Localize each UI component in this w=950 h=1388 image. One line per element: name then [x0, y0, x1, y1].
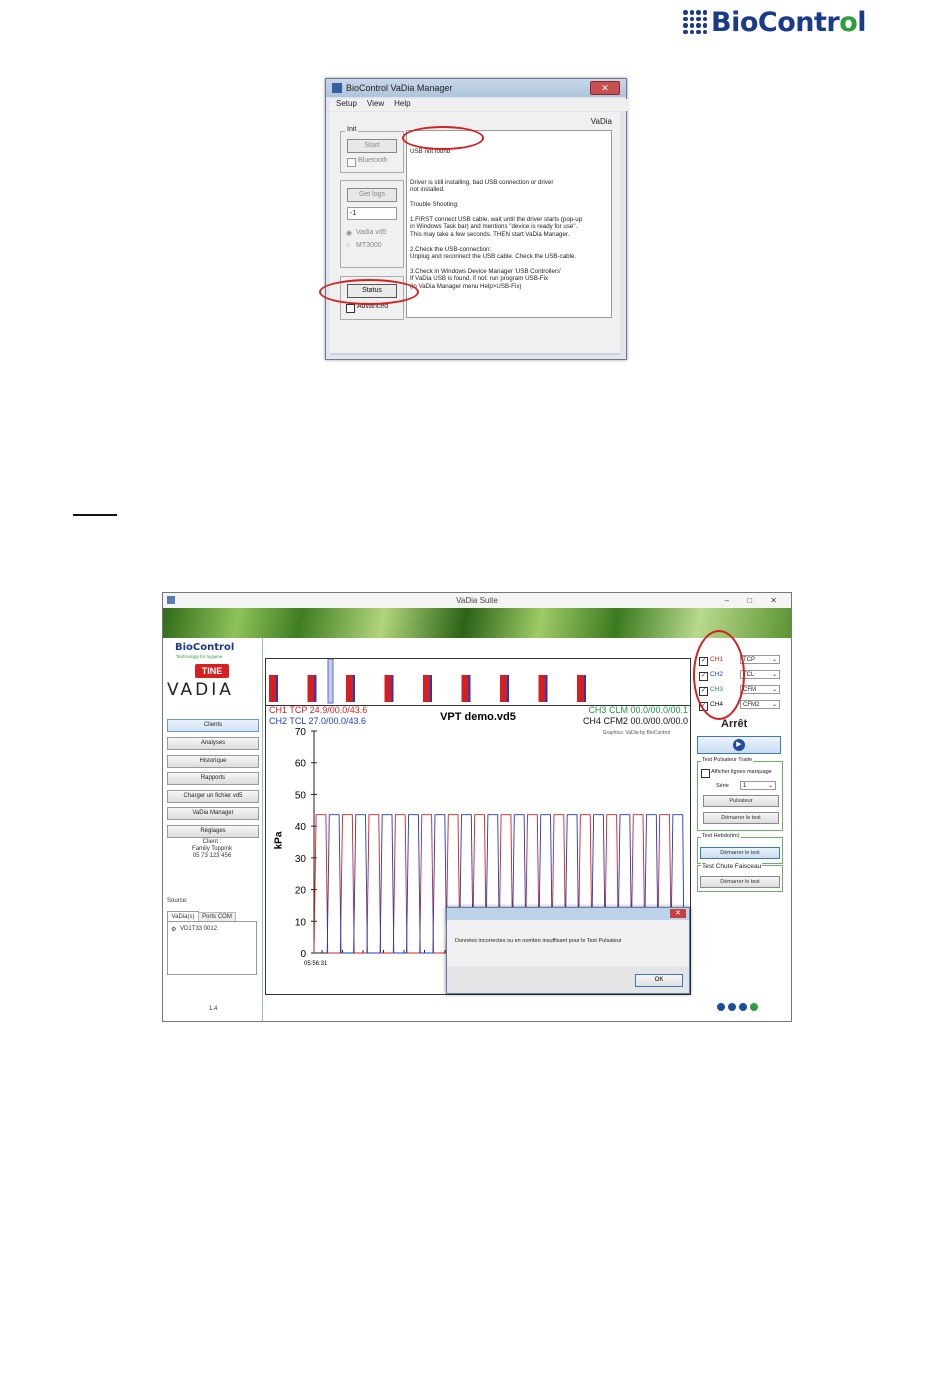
play-icon: ▶: [733, 739, 745, 751]
y-tick-label: 60: [294, 758, 306, 770]
y-tick-label: 50: [294, 790, 306, 802]
chart-credit: Graphics: VaDia by BioControl: [602, 730, 670, 736]
overview-cursor: [328, 659, 333, 703]
advanced-label: Advanced: [357, 303, 389, 310]
dialog-message: Données incorrectes ou en nombre insuffisant pour le Test Pulsateur: [455, 938, 622, 944]
pulsator-group: [697, 757, 783, 831]
index-field[interactable]: -1: [347, 207, 397, 220]
pulsator-group-label: Test Pulsateur Traite: [702, 757, 753, 763]
ch1-readout: CH1 TCP 24.9/00.0/43.6: [269, 705, 368, 715]
logs-group: [340, 180, 404, 268]
status-dot-1: [717, 1003, 725, 1011]
biocontrol-logo: [683, 6, 866, 38]
channel-checkbox-3[interactable]: ✓: [700, 688, 707, 694]
chute-start-button[interactable]: Démarrer le test: [700, 876, 780, 888]
sidebar-item-reglages[interactable]: Réglages: [167, 825, 259, 838]
overview-pulse: [539, 675, 547, 702]
y-tick-label: 20: [294, 885, 306, 897]
manager-titlebar: [326, 79, 626, 97]
manager-menubar: [330, 99, 628, 111]
overview-pulse-ch2: [353, 675, 355, 702]
y-axis-label: kPa: [273, 831, 285, 850]
client-info: [163, 839, 261, 860]
x-tick-label: 05:56:31: [304, 961, 328, 967]
overview-pulse-ch2: [315, 675, 317, 702]
logo-text: BioControl: [711, 6, 867, 38]
overview-pulse: [500, 675, 508, 702]
overview-pulse-ch2: [507, 675, 509, 702]
app-icon: [332, 83, 342, 93]
channel-select-4[interactable]: CFM2 ⌄: [740, 700, 780, 709]
brand-label: VaDia: [590, 117, 612, 126]
suite-sidebar: [163, 638, 261, 1021]
bluetooth-label: Bluetooth: [358, 157, 388, 164]
highlight-ring-usb: [402, 126, 484, 150]
device-list: [167, 921, 257, 975]
sidebar-item-historique[interactable]: Historique: [167, 755, 259, 768]
client-label: Client :: [202, 839, 222, 845]
pulsator-start-button[interactable]: Démarrer le test: [703, 812, 779, 824]
channel-label-2: CH2: [710, 671, 724, 678]
serie-label: Série: [716, 783, 729, 789]
overview-pulse: [269, 675, 277, 702]
vadia-logo: VADIA: [167, 680, 234, 700]
y-tick-label: 40: [294, 822, 306, 834]
client-name: Family Toppink: [192, 846, 232, 852]
overview-pulse-ch2: [430, 675, 432, 702]
ch2-readout: CH2 TCL 27.0/00.0/43.6: [269, 716, 367, 726]
sidebar-tagline: Technology for hygiene: [176, 654, 223, 659]
overview-pulse-ch2: [392, 675, 394, 702]
menu-view[interactable]: View: [366, 99, 385, 108]
bluetooth-checkbox[interactable]: [347, 158, 356, 167]
manager-title: BioControl VaDia Manager: [346, 83, 453, 93]
advanced-checkbox[interactable]: [346, 304, 355, 313]
channel-label-4: CH4: [710, 701, 724, 708]
radio-mt-label: MT3000: [356, 242, 382, 249]
menu-setup[interactable]: Setup: [336, 99, 357, 108]
dialog-close-button[interactable]: ✕: [670, 909, 686, 918]
channel-label-3: CH3: [710, 686, 724, 693]
device-icon: ⚙: [171, 927, 177, 933]
source-label: Source:: [167, 898, 188, 904]
channel-select-3[interactable]: CFM ⌄: [740, 685, 780, 694]
overview-pulse: [577, 675, 585, 702]
version-label: 1.4: [209, 1006, 218, 1012]
message-title: USB not found: [410, 147, 451, 155]
status-dot-4: [750, 1003, 758, 1011]
message-body: Driver is still installing, bad USB connection or driver not installed. Trouble Shooting: 1.FIRST connect USB cable, wait until the driver starts (pop-up in Windows Task bar) and mentions "device is ready for use". This may take a few seconds. THEN start VaDia Manager. 2.Check the USB-connection: Unplug and reconnect the USB cable. Check the USB-cable. 3.Check in Windows Device Manager 'USB Controllers' If VaDia USB is found, if not: run program USB-Fix (in VaDia Manager menu Help>USB-Fix): [410, 179, 583, 290]
channel-checkbox-1[interactable]: ✓: [700, 658, 707, 664]
tine-logo: TINE: [195, 664, 229, 678]
status-button[interactable]: Status: [347, 284, 397, 298]
highlight-ring-channels: [693, 630, 745, 720]
device-item[interactable]: VD1T33 0012: [180, 926, 218, 932]
start-button[interactable]: Start: [347, 139, 397, 153]
vadia-manager-window: [325, 78, 627, 360]
app-icon: [167, 596, 175, 604]
tab-vadias[interactable]: VaDia(s): [167, 911, 199, 922]
state-label: Arrêt: [721, 718, 748, 730]
suite-title: VaDia Suite: [456, 596, 498, 605]
radio-vd5-icon[interactable]: ◉: [346, 230, 353, 237]
hebdo-group: [697, 833, 783, 864]
close-button[interactable]: ✕: [590, 81, 620, 95]
chute-group-label: Test Chute Faisceau: [702, 863, 762, 870]
document-underline: [73, 514, 117, 516]
menu-help[interactable]: Help: [394, 99, 411, 108]
overview-pulse-ch2: [546, 675, 548, 702]
serie-select[interactable]: 1 ⌄: [740, 781, 776, 790]
chart-panel: [265, 658, 691, 995]
overview-pulse-ch2: [469, 675, 471, 702]
window-controls[interactable]: – □ ✕: [724, 596, 785, 605]
manager-client-area: [330, 112, 620, 354]
overview-pulse: [385, 675, 393, 702]
init-group-label: Init: [347, 126, 357, 133]
leaf-banner: [163, 608, 791, 638]
status-message-box: [406, 130, 612, 318]
ch4-readout: CH4 CFM2 00.0/00.0/00.0: [582, 716, 688, 726]
sidebar-item-load-file[interactable]: Charger un fichier vd5: [167, 790, 259, 803]
dialog-ok-button[interactable]: OK: [635, 974, 683, 987]
show-marks-label: Afficher lignes marquage: [711, 769, 772, 775]
overview-pulse-ch2: [584, 675, 586, 702]
sidebar-biocontrol-logo: BioControl: [175, 642, 235, 653]
overview-pulse: [462, 675, 470, 702]
chute-group: [697, 865, 783, 892]
overview-pulse: [346, 675, 354, 702]
sidebar-item-analyses[interactable]: Analyses: [167, 737, 259, 750]
y-tick-label: 10: [294, 917, 306, 929]
y-tick-label: 0: [300, 949, 306, 960]
sidebar-item-vadia-manager[interactable]: VaDia Manager: [167, 807, 259, 820]
overview-pulse-ch2: [276, 675, 278, 702]
channel-select-2[interactable]: TCL ⌄: [740, 670, 780, 679]
play-button[interactable]: [697, 736, 781, 754]
overview-pulse: [423, 675, 431, 702]
radio-mt-icon[interactable]: ○: [346, 242, 351, 249]
file-title: VPT demo.vd5: [440, 711, 516, 723]
tab-ports-com[interactable]: Ports COM: [198, 912, 236, 923]
sidebar-item-rapports[interactable]: Rapports: [167, 772, 259, 785]
channel-checkbox-2[interactable]: ✓: [700, 673, 707, 679]
ch3-readout: CH3 CLM 00.0/00.0/00.1: [588, 705, 688, 715]
highlight-ring-status: [319, 279, 419, 305]
show-marks-checkbox[interactable]: [701, 769, 710, 778]
logo-dots-icon: [683, 10, 707, 34]
window-footer-divider: [330, 353, 620, 355]
y-tick-label: 70: [294, 727, 306, 738]
init-group: [340, 126, 404, 173]
hebdo-start-button[interactable]: Démarrer le test: [700, 847, 780, 859]
status-dot-2: [728, 1003, 736, 1011]
pulsator-button[interactable]: Pulsateur: [703, 795, 779, 807]
y-tick-label: 30: [294, 853, 306, 865]
client-phone: 05 73 123 456: [192, 853, 232, 859]
sidebar-divider: [262, 638, 263, 1021]
overview-strip[interactable]: [266, 659, 690, 705]
chevron-down-icon: ⌄: [767, 783, 773, 789]
channel-label-1: CH1: [710, 656, 724, 663]
sidebar-item-clients[interactable]: Clients: [167, 719, 259, 732]
channel-checkbox-4[interactable]: ✓: [700, 703, 707, 709]
dialog-titlebar: [447, 908, 689, 920]
suite-titlebar: [163, 593, 791, 608]
channel-select-1[interactable]: TCP ⌄: [740, 655, 780, 664]
status-dot-3: [739, 1003, 747, 1011]
error-dialog: [446, 907, 690, 994]
overview-pulse: [308, 675, 316, 702]
radio-vd5-label: Vadia vd5: [356, 229, 387, 236]
hebdo-group-label: Test Hebdo(tm): [702, 833, 740, 839]
get-logs-button[interactable]: Get logs: [347, 188, 397, 202]
